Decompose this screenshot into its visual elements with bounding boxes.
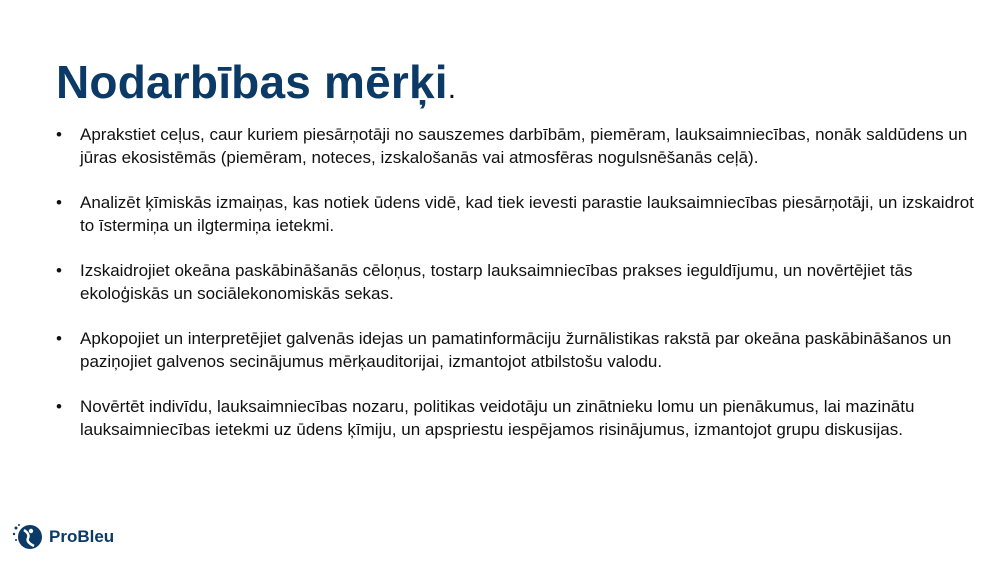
list-item-text: Novērtēt indivīdu, lauksaimniecības nozaru, politikas veidotāju un zinātnieku lomu un pienākumus, lai mazinātu lauksaimniecības ietekmi uz ūdens ķīmiju, un apspriestu iespējamos risinājumus, izmantojot grupu diskusijas. <box>80 397 915 439</box>
probleu-logo <box>12 522 114 552</box>
page-title <box>56 55 456 109</box>
list-item <box>56 396 976 464</box>
list-item-text: Izskaidrojiet okeāna paskābināšanās cēloņus, tostarp lauksaimniecības prakses ieguldījumu, un novērtējiet tās ekoloģiskās un sociālekonomiskās sekas. <box>80 261 913 303</box>
list-item-text: Analizēt ķīmiskās izmaiņas, kas notiek ūdens vidē, kad tiek ievesti parastie lauksaimniecības piesārņotāji, un izskaidrot to īstermiņa un ilgtermiņa ietekmi. <box>80 193 974 235</box>
bullet-icon: • <box>56 397 62 416</box>
bullet-icon: • <box>56 329 62 348</box>
list-item-text: Apkopojiet un interpretējiet galvenās idejas un pamatinformāciju žurnālistikas rakstā par okeāna paskābināšanos un paziņojiet galvenos secinājumus mērķauditorijai, izmantojot atbilstošu valodu. <box>80 329 952 371</box>
bullet-icon: • <box>56 261 62 280</box>
objectives-list <box>56 124 976 464</box>
logo-text: ProBleu <box>49 527 115 546</box>
bullet-icon: • <box>56 193 62 212</box>
list-item <box>56 328 976 396</box>
title-text: Nodarbības mērķi <box>56 56 448 108</box>
title-period: . <box>447 72 457 105</box>
list-item <box>56 192 976 260</box>
list-item <box>56 260 976 328</box>
bullet-icon: • <box>56 125 62 144</box>
list-item-text: Aprakstiet ceļus, caur kuriem piesārņotāji no sauszemes darbībām, piemēram, lauksaimniecības, nonāk saldūdens un jūras ekosistēmās (piemēram, noteces, izskalošanās vai atmosfēras nogulsnēšanās ceļā). <box>80 125 968 167</box>
globe-figure-icon <box>12 522 44 552</box>
list-item <box>56 124 976 192</box>
